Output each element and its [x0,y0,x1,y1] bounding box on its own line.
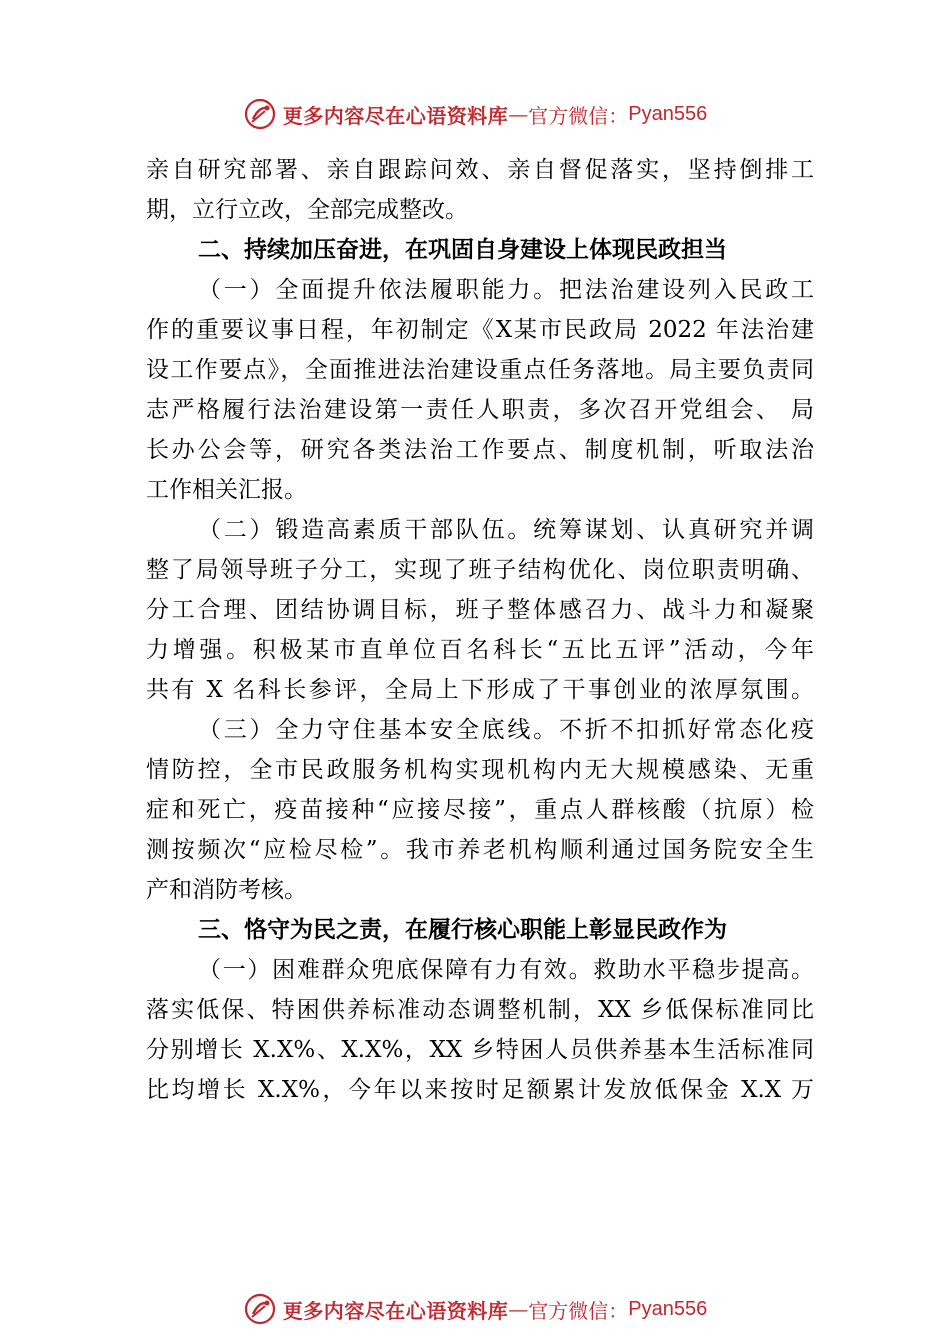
text-line: 志严格履行法治建设第一责任人职责，多次召开党组会、 局 [146,397,814,423]
text-line: 分工合理、团结协调目标，班子整体感召力、战斗力和凝聚 [146,597,814,623]
footer-watermark [0,1289,950,1329]
wechat-id: Pyan556 [628,1297,708,1320]
watermark-separator: — [508,1297,529,1321]
text-line: 作的重要议事日程，年初制定《X某市民政局 2022 年法治建 [146,317,814,343]
text-line: 分别增长 X.X%、X.X%，XX 乡特困人员供养基本生活标准同 [146,1037,814,1063]
text-line: 亲自研究部署、亲自跟踪问效、亲自督促落实，坚持倒排工 [146,157,814,183]
wechat-label: 官方微信： [528,103,629,128]
watermark-text: 更多内容尽在心语资料库 [282,103,509,128]
text-line: 症和死亡，疫苗接种“应接尽接”，重点人群核酸（抗原）检 [146,797,814,823]
text-line: 共有 X 名科长参评，全局上下形成了干事创业的浓厚氛围。 [146,677,814,703]
section-heading-2: 二、持续加压奋进，在巩固自身建设上体现民政担当 [198,237,727,263]
watermark-separator: — [508,102,529,126]
document-body [146,150,814,1110]
text-line: 比均增长 X.X%，今年以来按时足额累计发放低保金 X.X 万 [146,1077,814,1103]
header-watermark [0,94,950,134]
text-line: 工作相关汇报。 [146,477,307,503]
watermark-text: 更多内容尽在心语资料库 [282,1298,509,1323]
library-logo-icon [243,1292,277,1326]
wechat-label: 官方微信： [528,1298,629,1323]
wechat-id: Pyan556 [628,102,708,125]
paragraph-social-assistance [146,950,814,1110]
library-logo-icon [243,97,277,131]
text-line: 设工作要点》，全面推进法治建设重点任务落地。局主要负责同 [146,357,814,383]
text-line: 测按频次“应检尽检”。我市养老机构顺利通过国务院安全生 [146,837,814,863]
text-line: （一）困难群众兜底保障有力有效。救助水平稳步提高。 [198,957,814,983]
text-line: （一）全面提升依法履职能力。把法治建设列入民政工 [198,277,814,303]
text-line: 整了局领导班子分工，实现了班子结构优化、岗位职责明确、 [146,557,814,583]
paragraph-legal-capacity [146,270,814,510]
paragraph-cadre-team [146,510,814,710]
text-line: （二）锻造高素质干部队伍。统筹谋划、认真研究并调 [198,517,814,543]
text-line: 长办公会等，研究各类法治工作要点、制度机制，听取法治 [146,437,814,463]
section-heading-3: 三、恪守为民之责，在履行核心职能上彰显民政作为 [198,917,727,943]
paragraph-continuation [146,150,814,230]
text-line: 力增强。积极某市直单位百名科长“五比五评”活动，今年 [146,637,814,663]
paragraph-safety-bottom-line [146,710,814,910]
text-line: 情防控，全市民政服务机构实现机构内无大规模感染、无重 [146,757,814,783]
text-line: 期，立行立改，全部完成整改。 [146,197,468,223]
text-line: 落实低保、特困供养标准动态调整机制，XX 乡低保标准同比 [146,997,814,1023]
text-line: 产和消防考核。 [146,877,307,903]
text-line: （三）全力守住基本安全底线。不折不扣抓好常态化疫 [198,717,814,743]
